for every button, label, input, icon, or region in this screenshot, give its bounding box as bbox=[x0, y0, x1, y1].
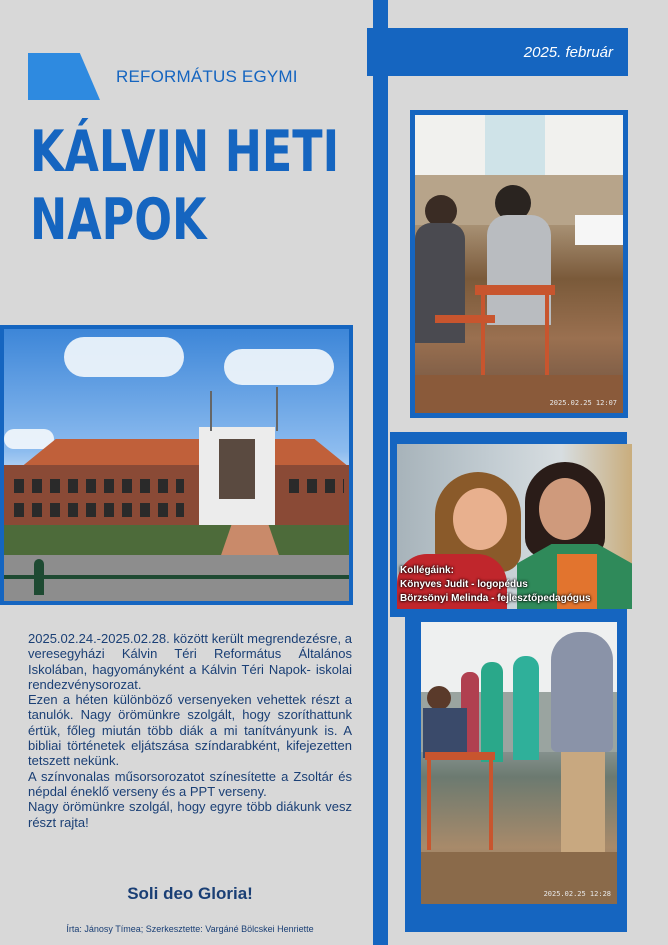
motto: Soli deo Gloria! bbox=[127, 884, 253, 903]
caption-title: Kollégáink: bbox=[400, 565, 454, 576]
colleagues-photo bbox=[397, 444, 632, 609]
vertical-accent-bar bbox=[373, 0, 388, 945]
article-paragraph-3: A színvonalas műsorsorozatot színesítette a Zsoltár és népdal éneklő verseny és a PPT verseny. bbox=[28, 768, 352, 799]
article-body bbox=[28, 631, 352, 830]
issue-date: 2025. február bbox=[523, 44, 613, 61]
article-paragraph-2: Ezen a héten különböző versenyeken vehettek részt a tanulók. Nagy örömünkre szolgált, hogy szoríthattunk értük, főleg miután több diák a mi tanítványunk is. A bibliai történetek eljátszása színdarabként, kifejezetten tetszett nekünk. bbox=[28, 692, 352, 769]
page-title bbox=[30, 118, 340, 254]
photo-timestamp: 2025.02.25 12:07 bbox=[549, 399, 617, 407]
colleagues-caption bbox=[400, 564, 591, 606]
title-line-2: NAPOK bbox=[30, 187, 207, 253]
photo-timestamp: 2025.02.25 12:28 bbox=[543, 890, 611, 898]
logo-shape bbox=[28, 53, 100, 100]
article-paragraph-1: 2025.02.24.-2025.02.28. között került megrendezésre, a veresegyházi Kálvin Téri Református Általános Iskolában, hagyományként a Kálvin Téri Napok- iskolai rendezvénysorozat. bbox=[28, 631, 352, 692]
organization-name: REFORMÁTUS EGYMI bbox=[116, 67, 298, 86]
performance-photo bbox=[421, 622, 617, 904]
audience-photo-frame bbox=[410, 110, 628, 418]
author-credit: Írta: Jánosy Tímea; Szerkesztette: Vargáné Bölcskei Henriette bbox=[66, 924, 314, 934]
caption-line-1: Könyves Judit - logopédus bbox=[400, 579, 528, 590]
title-line-1: KÁLVIN HETI bbox=[30, 119, 340, 185]
caption-line-2: Börzsönyi Melinda - fejlesztőpedagógus bbox=[400, 593, 591, 604]
school-building-photo bbox=[4, 329, 349, 601]
article-paragraph-4: Nagy örömünkre szolgál, hogy egyre több diákunk vesz részt rajta! bbox=[28, 799, 352, 830]
building-photo-frame bbox=[0, 325, 353, 605]
audience-photo bbox=[415, 115, 623, 413]
